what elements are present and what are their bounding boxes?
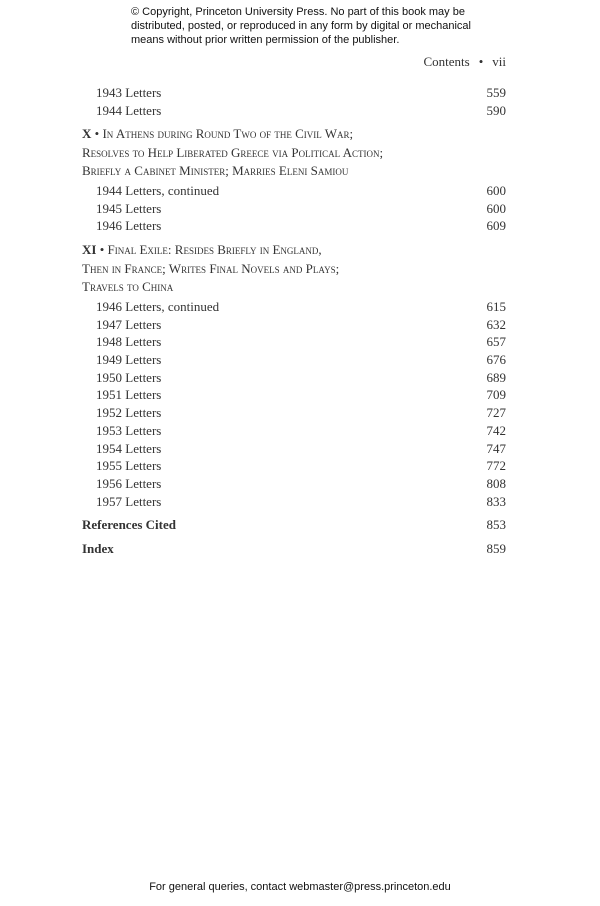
running-head [423,54,506,70]
toc-entry[interactable] [82,404,506,422]
chapter-title-line: Then in France; Writes Final Novels and Plays; [82,260,340,276]
toc-entry[interactable] [82,316,506,334]
entry-page: 590 [486,102,506,118]
entry-page: 615 [486,299,506,314]
chapter-title-line: Final Exile: Resides Briefly in England, [107,242,322,257]
entry-page: 808 [486,475,506,491]
toc-entry[interactable] [82,422,506,440]
running-head-section: Contents [423,54,470,69]
toc-entry[interactable] [82,493,506,511]
entry-page: 772 [486,458,506,474]
entry-page: 600 [486,200,506,216]
toc-entry[interactable] [82,298,506,316]
entry-label: 1946 Letters, continued [96,299,220,314]
toc-entry[interactable] [82,84,506,102]
entry-label: Index [82,541,114,556]
toc-entry[interactable] [82,182,506,200]
entry-page: 689 [486,369,506,385]
entry-page: 859 [486,541,506,556]
chapter-xi-entries [82,298,506,510]
chapter-title-line: Briefly a Cabinet Minister; Marries Eleni Samiou [82,163,349,178]
entry-label: 1944 Letters [96,102,162,118]
toc-entry[interactable] [82,217,506,235]
chapter-x-entries [82,182,506,235]
entry-label: 1943 Letters [96,85,162,100]
entry-label: 1956 Letters [96,475,162,491]
chapter-xi-heading[interactable] [82,241,506,297]
copyright-notice: © Copyright, Princeton University Press. No part of this book may be distributed, posted, or reproduced in any form by digital or mechanical means without prior written permission of the publisher. [131,6,471,46]
entry-page: 727 [486,405,506,421]
entry-page: 609 [486,218,506,234]
footer-contact: For general queries, contact webmaster@press.princeton.edu [149,881,451,893]
toc-entry[interactable] [82,200,506,218]
chapter-number: X [82,126,92,141]
entry-label: 1947 Letters [96,316,162,332]
toc-entry[interactable] [82,333,506,351]
entry-label: 1954 Letters [96,440,162,456]
toc-entry[interactable] [82,369,506,387]
chapter-title-line: In Athens during Round Two of the Civil War; [102,126,354,141]
entry-label: 1953 Letters [96,422,162,438]
toc-entry[interactable] [82,440,506,458]
separator: • [99,242,105,257]
entry-page: 747 [486,440,506,456]
entry-page: 559 [486,85,506,100]
back-matter [82,516,506,558]
running-head-page: vii [492,54,506,69]
entry-page: 833 [486,493,506,509]
toc-entry[interactable] [82,351,506,369]
chapter-number: XI [82,242,97,257]
entry-label: 1957 Letters [96,493,162,509]
toc-group-1 [82,84,506,119]
entry-label: 1944 Letters, continued [96,183,220,198]
toc-entry[interactable] [82,102,506,120]
entry-label: 1949 Letters [96,352,162,368]
entry-page: 600 [486,183,506,198]
separator: • [94,126,100,141]
entry-page: 709 [486,387,506,403]
entry-label: References Cited [82,517,176,532]
entry-label: 1952 Letters [96,405,162,421]
entry-label: 1946 Letters [96,218,162,234]
entry-label: 1950 Letters [96,369,162,385]
entry-label: 1955 Letters [96,458,162,474]
toc-entry-index[interactable] [82,540,506,558]
running-head-separator: • [478,54,484,69]
entry-page: 632 [486,316,506,332]
chapter-title-line: Travels to China [82,279,174,294]
entry-page: 742 [486,422,506,438]
toc-entry[interactable] [82,475,506,493]
chapter-x-heading[interactable] [82,125,506,181]
toc-entry[interactable] [82,457,506,475]
entry-label: 1951 Letters [96,387,162,403]
entry-label: 1945 Letters [96,200,162,216]
entry-label: 1948 Letters [96,334,162,350]
toc-entry[interactable] [82,386,506,404]
entry-page: 657 [486,334,506,350]
entry-page: 853 [486,517,506,532]
chapter-title-line: Resolves to Help Liberated Greece via Political Action; [82,144,384,160]
entry-page: 676 [486,352,506,368]
toc-entry-references[interactable] [82,516,506,540]
